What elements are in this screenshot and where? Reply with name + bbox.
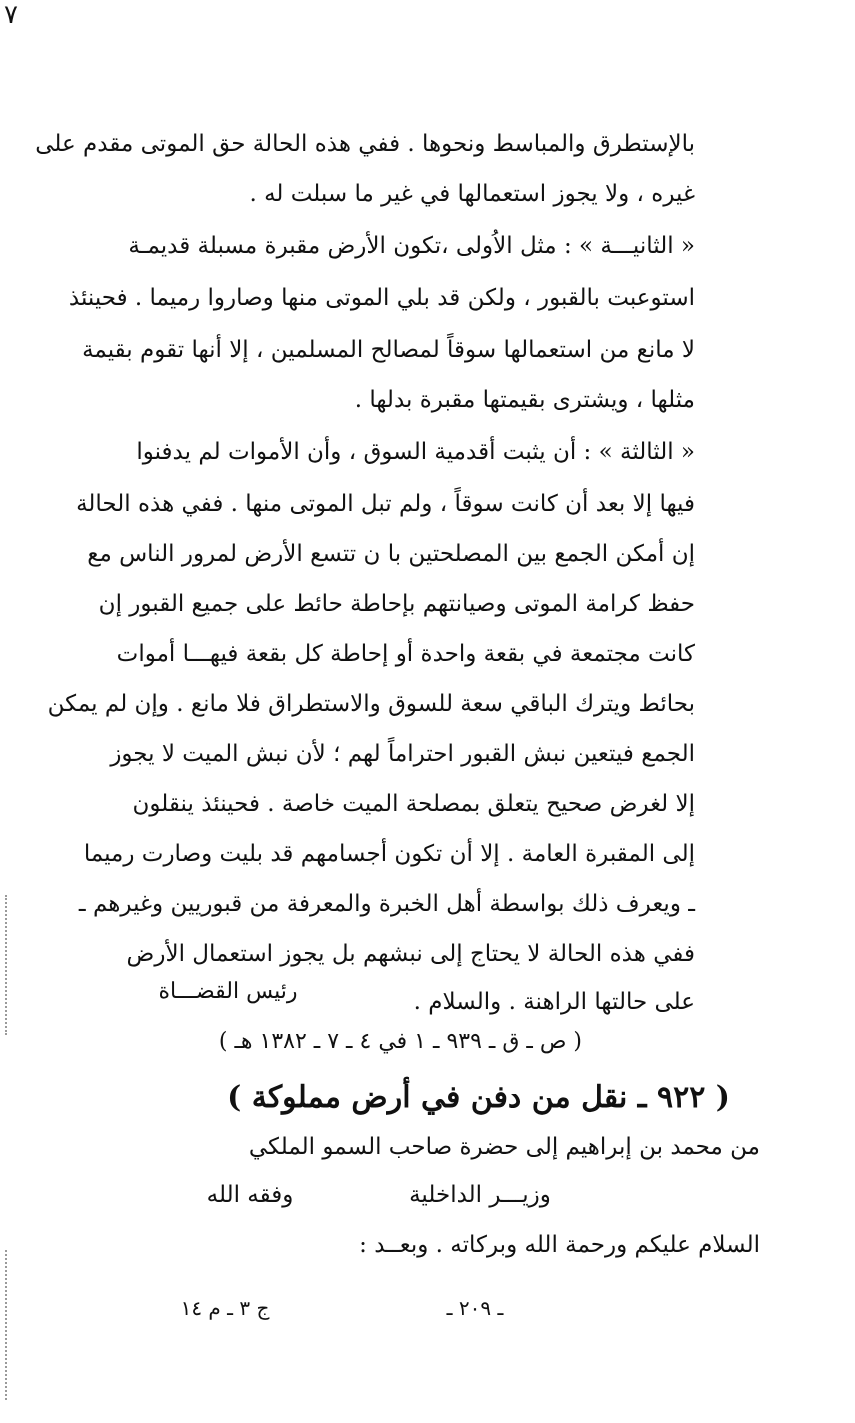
text-line: استوعبت بالقبور ، ولكن قد بلي الموتى منها وصاروا رميما . فحينئذ: [68, 285, 695, 311]
text-line: ـ ويعرف ذلك بواسطة أهل الخبرة والمعرفة من قبوريين وغيرهم ـ: [78, 891, 695, 917]
text-line: بحائط ويترك الباقي سعة للسوق والاستطراق فلا مانع . وإن لم يمكن: [47, 691, 695, 717]
text-line: كانت مجتمعة في بقعة واحدة أو إحاطة كل بقعة فيهـــا أموات: [116, 641, 695, 667]
text-line: الجمع فيتعين نبش القبور احتراماً لهم ؛ لأن نبش الميت لا يجوز: [110, 741, 695, 767]
section-heading: ( ٩٢٢ ـ نقل من دفن في أرض مملوكة ): [227, 1080, 730, 1115]
address-minister: وزيـــر الداخلية: [409, 1182, 551, 1208]
text-line: حفظ كرامة الموتى وصيانتهم بإحاطة حائط على جميع القبور إن: [98, 591, 695, 617]
text-line: ففي هذه الحالة لا يحتاج إلى نبشهم بل يجوز استعمال الأرض: [126, 941, 695, 967]
page-edge-dots: [5, 1250, 9, 1400]
corner-mark: ٧: [4, 0, 18, 30]
text-line: إلا لغرض صحيح يتعلق بمصلحة الميت خاصة . فحينئذ ينقلون: [132, 791, 695, 817]
text-line: لا مانع من استعمالها سوقاً لمصالح المسلمين ، إلا أنها تقوم بقيمة: [82, 337, 695, 363]
address-blessing: وفقه الله: [206, 1182, 294, 1208]
text-line: فيها إلا بعد أن كانت سوقاً ، ولم تبل الموتى منها . ففي هذه الحالة: [76, 491, 695, 517]
text-line: إلى المقبرة العامة . إلا أن تكون أجسامهم قد بليت وصارت رميما: [83, 841, 695, 867]
reference-number: ( ص ـ ق ـ ٩٣٩ ـ ١ في ٤ ـ ٧ ـ ١٣٨٢ هـ ): [218, 1029, 582, 1054]
text-line: غيره ، ولا يجوز استعمالها في غير ما سبلت له .: [249, 181, 695, 207]
text-line: « الثانيـــة » : مثل الاُولى ،تكون الأرض مقبرة مسبلة قديمـة: [128, 233, 695, 259]
text-line: إن أمكن الجمع بين المصلحتين با ن تتسع الأرض لمرور الناس مع: [87, 541, 695, 567]
text-line: مثلها ، ويشترى بقيمتها مقبرة بدلها .: [354, 387, 695, 413]
text-line: بالإستطرق والمباسط ونحوها . ففي هذه الحالة حق الموتى مقدم على: [35, 131, 695, 157]
page-edge-dots: [5, 895, 9, 1035]
text-line: على حالتها الراهنة . والسلام .: [413, 989, 695, 1015]
address-from-line: من محمد بن إبراهيم إلى حضرة صاحب السمو الملكي: [248, 1134, 760, 1160]
volume-mark: ج ٣ ـ م ١٤: [180, 1296, 270, 1320]
page-number: ـ ٢٠٩ ـ: [446, 1296, 504, 1320]
signature-title: رئيس القضـــاة: [158, 979, 298, 1004]
text-line: « الثالثة » : أن يثبت أقدمية السوق ، وأن الأموات لم يدفنوا: [136, 439, 695, 465]
greeting-line: السلام عليكم ورحمة الله وبركاته . وبعــد :: [359, 1232, 760, 1258]
